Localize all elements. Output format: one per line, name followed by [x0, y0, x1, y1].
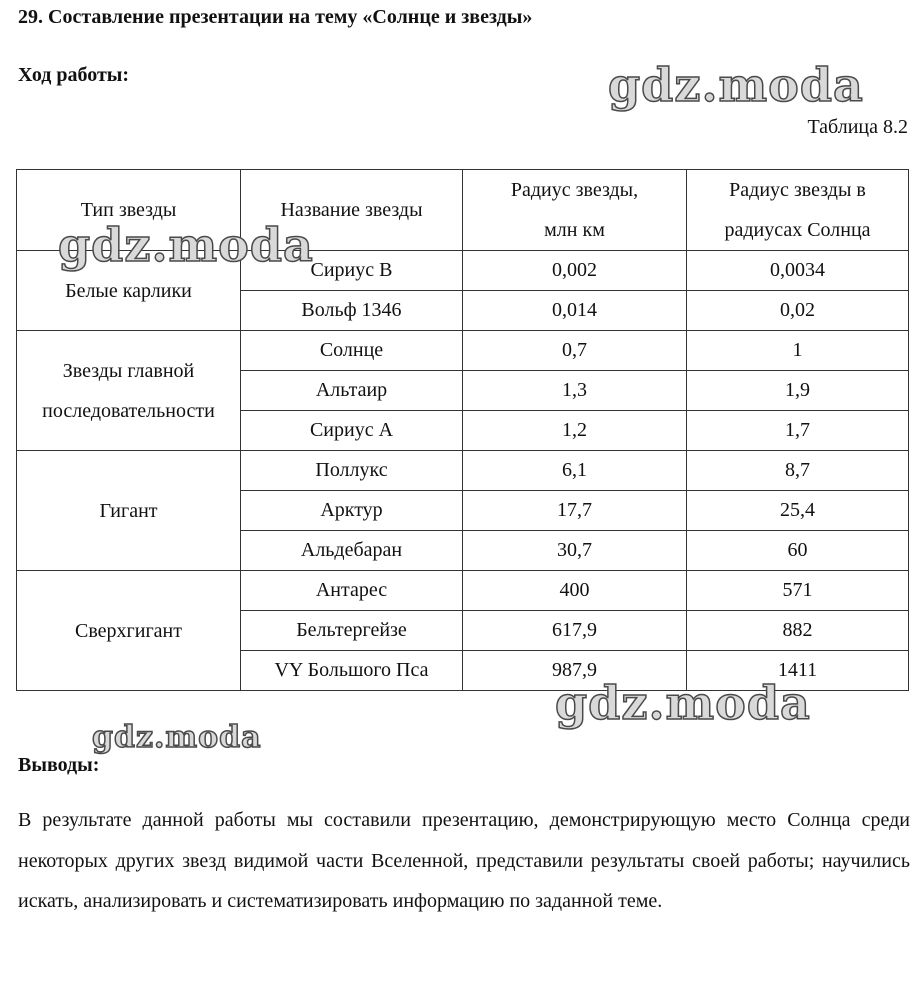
header-radius-km-line2: млн км — [544, 219, 605, 241]
radius-sun-cell: 60 — [687, 531, 909, 571]
star-name-cell: Антарес — [241, 571, 463, 611]
star-name-cell: Сириус В — [241, 251, 463, 291]
star-name-cell: Сириус А — [241, 411, 463, 451]
star-name-cell: Арктур — [241, 491, 463, 531]
watermark: gdz.moda — [555, 676, 811, 730]
star-name-cell: Альтаир — [241, 371, 463, 411]
watermark: gdz.moda — [58, 218, 314, 272]
radius-km-cell: 1,2 — [463, 411, 687, 451]
radius-sun-cell: 8,7 — [687, 451, 909, 491]
table-row — [17, 571, 909, 611]
star-type-cell — [17, 331, 241, 451]
star-type-cell — [17, 571, 241, 691]
header-radius-sun-line1: Радиус звезды в — [729, 179, 866, 201]
radius-sun-cell: 1 — [687, 331, 909, 371]
star-name-cell: Солнце — [241, 331, 463, 371]
radius-sun-cell: 0,0034 — [687, 251, 909, 291]
header-radius-km-line1: Радиус звезды, — [510, 179, 639, 201]
radius-sun-cell: 882 — [687, 611, 909, 651]
watermark: gdz.moda — [608, 58, 864, 112]
radius-sun-cell: 1411 — [687, 651, 909, 691]
radius-sun-cell: 0,02 — [687, 291, 909, 331]
header-star-type: Тип звезды — [17, 170, 241, 251]
table-row — [17, 451, 909, 491]
conclusions-text: В результате данной работы мы составили презентацию, демонстрирующую место Солнца среди некоторых других звезд видимой части Вселенной, представили результаты своей работы; научились искать, анализировать и систематизировать информацию по заданной теме. — [18, 809, 910, 912]
watermark: gdz.moda — [92, 720, 262, 755]
header-radius-km — [463, 170, 687, 251]
table-row — [17, 331, 909, 371]
radius-sun-cell: 25,4 — [687, 491, 909, 531]
header-star-name: Название звезды — [241, 170, 463, 251]
radius-km-cell: 987,9 — [463, 651, 687, 691]
header-radius-sun-line2: радиусах Солнца — [724, 219, 871, 241]
star-name-cell: Бельтергейзе — [241, 611, 463, 651]
progress-heading: Ход работы: — [18, 64, 130, 86]
radius-km-cell: 1,3 — [463, 371, 687, 411]
radius-km-cell: 0,014 — [463, 291, 687, 331]
radius-sun-cell: 1,7 — [687, 411, 909, 451]
star-type-label: Белые карлики — [65, 279, 192, 302]
header-radius-sun — [687, 170, 909, 251]
radius-km-cell: 6,1 — [463, 451, 687, 491]
star-type-cell — [17, 451, 241, 571]
star-name-cell: Альдебаран — [241, 531, 463, 571]
radius-sun-cell: 571 — [687, 571, 909, 611]
star-type-label: последовательности — [42, 399, 215, 422]
radius-km-cell: 0,002 — [463, 251, 687, 291]
radius-km-cell: 0,7 — [463, 331, 687, 371]
star-type-label: Гигант — [99, 499, 158, 522]
conclusions-heading: Выводы: — [18, 754, 100, 776]
radius-km-cell: 400 — [463, 571, 687, 611]
radius-km-cell: 17,7 — [463, 491, 687, 531]
radius-km-cell: 617,9 — [463, 611, 687, 651]
table-caption: Таблица 8.2 — [807, 116, 908, 138]
star-name-cell: VY Большого Пса — [241, 651, 463, 691]
star-type-label: Сверхгигант — [75, 619, 182, 642]
page-title: 29. Составление презентации на тему «Солнце и звезды» — [18, 6, 533, 28]
radius-km-cell: 30,7 — [463, 531, 687, 571]
radius-sun-cell: 1,9 — [687, 371, 909, 411]
star-name-cell: Вольф 1346 — [241, 291, 463, 331]
star-name-cell: Поллукс — [241, 451, 463, 491]
star-type-label: Звезды главной — [62, 359, 195, 382]
